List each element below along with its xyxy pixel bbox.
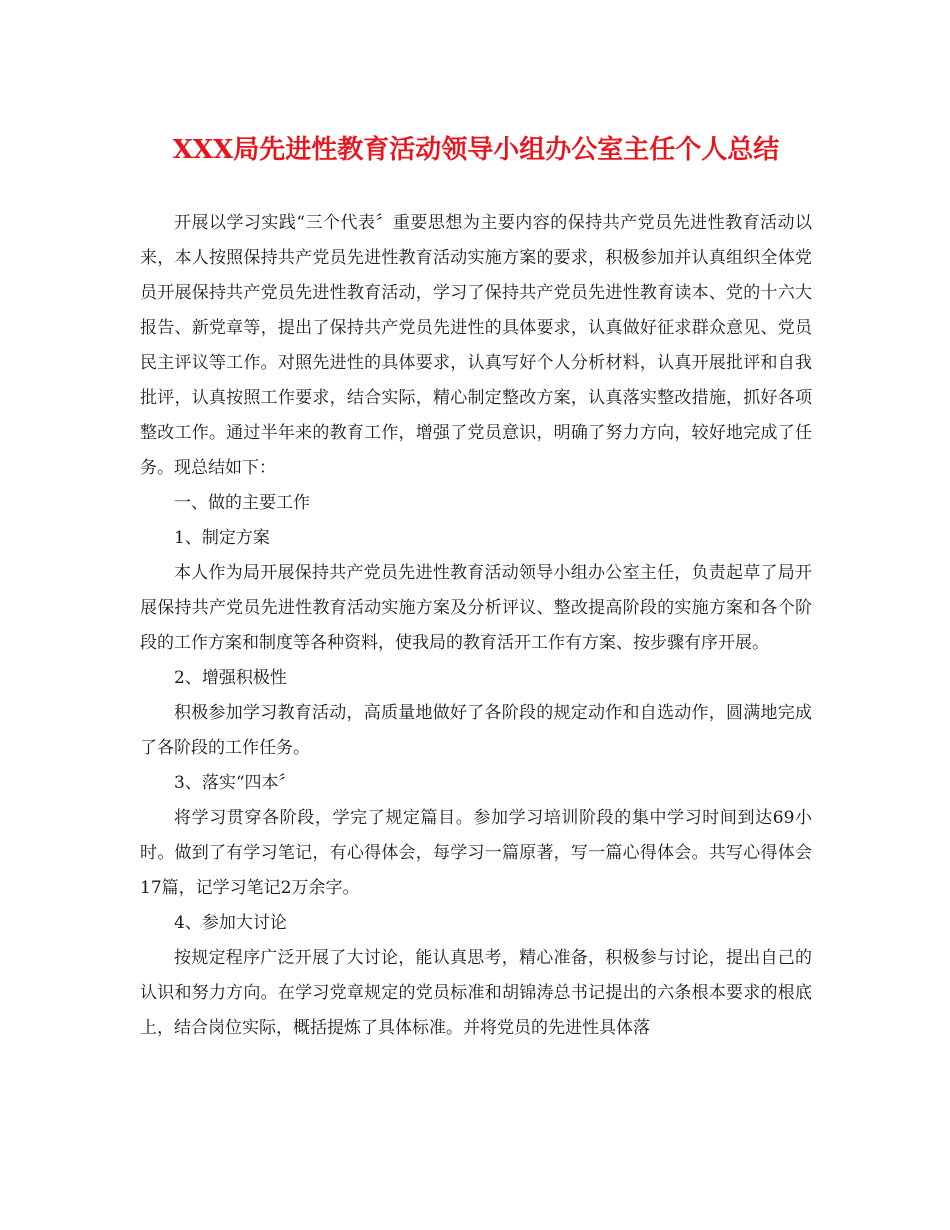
item-heading-discussion: 4、参加大讨论 <box>174 913 287 933</box>
document-page <box>140 128 812 1046</box>
item-paragraph-make-plan: 本人作为局开展保持共产党员先进性教育活动领导小组办公室主任，负责起草了局开展保持共产党员先进性教育活动实施方案及分析评议、整改提高阶段的实施方案和各个阶段的工作方案和制度等各种资料，使我局的教育活开工作有方案、按步骤有序开展。 <box>140 563 812 653</box>
item-paragraph-four-books: 将学习贯穿各阶段，学完了规定篇目。参加学习培训阶段的集中学习时间到达69小时。做到了有学习笔记，有心得体会，每学习一篇原著，写一篇心得体会。共写心得体会17篇，记学习笔记2万余字。 <box>140 808 812 898</box>
item-heading-four-books: 3、落实“四本〞 <box>174 773 296 793</box>
section-heading-main-work: 一、做的主要工作 <box>174 493 310 513</box>
item-paragraph-discussion: 按规定程序广泛开展了大讨论，能认真思考，精心准备，积极参与讨论，提出自己的认识和努力方向。在学习党章规定的党员标准和胡锦涛总书记提出的六条根本要求的根底上，结合岗位实际，概括提炼了具体标准。并将党员的先进性具体落 <box>140 948 812 1038</box>
item-heading-enthusiasm: 2、增强积极性 <box>174 668 287 688</box>
document-body <box>140 206 812 1046</box>
item-paragraph-enthusiasm: 积极参加学习教育活动，高质量地做好了各阶段的规定动作和自选动作，圆满地完成了各阶段的工作任务。 <box>140 703 812 758</box>
item-heading-make-plan: 1、制定方案 <box>174 528 270 548</box>
intro-paragraph: 开展以学习实践“三个代表〞重要思想为主要内容的保持共产党员先进性教育活动以来，本人按照保持共产党员先进性教育活动实施方案的要求，积极参加并认真组织全体党员开展保持共产党员先进性教育活动，学习了保持共产党员先进性教育读本、党的十六大报告、新党章等，提出了保持共产党员先进性的具体要求，认真做好征求群众意见、党员民主评议等工作。对照先进性的具体要求，认真写好个人分析材料，认真开展批评和自我批评，认真按照工作要求，结合实际，精心制定整改方案，认真落实整改措施，抓好各项整改工作。通过半年来的教育工作，增强了党员意识，明确了努力方向，较好地完成了任务。现总结如下： <box>140 213 812 478</box>
document-title: XXX局先进性教育活动领导小组办公室主任个人总结 <box>172 135 780 165</box>
